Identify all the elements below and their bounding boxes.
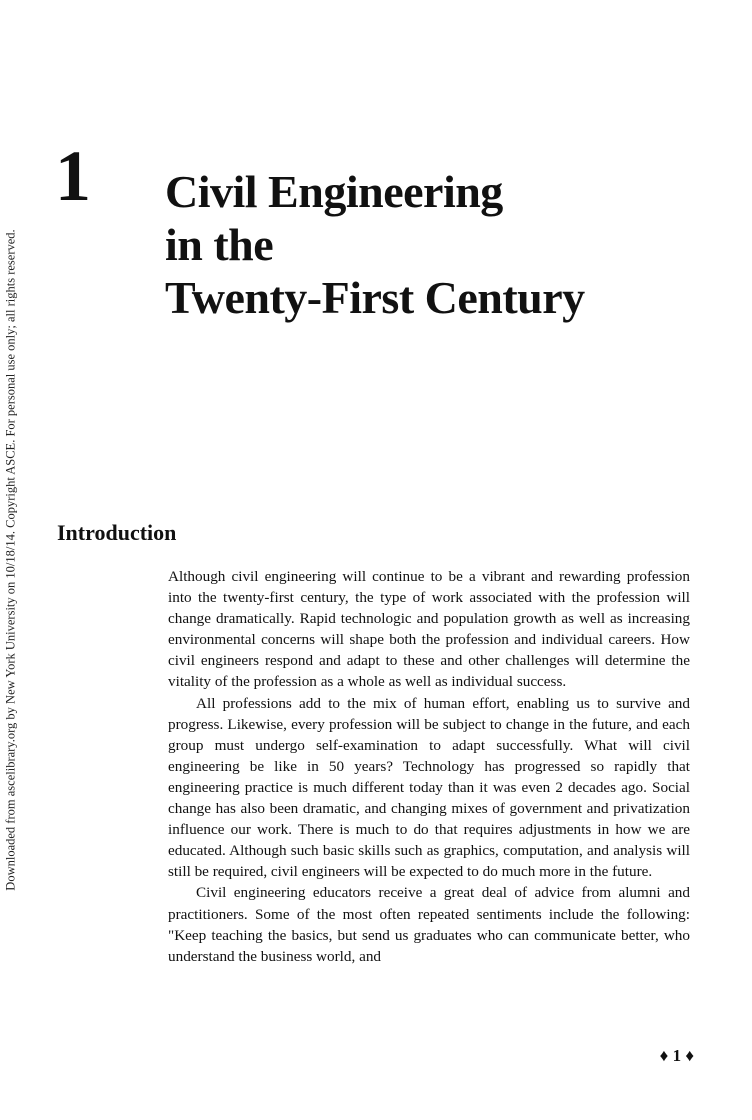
chapter-title-line: in the (165, 219, 274, 270)
page-number: ♦ 1 ♦ (659, 1046, 694, 1065)
chapter-title-line: Civil Engineering (165, 166, 503, 217)
section-heading: Introduction (57, 520, 177, 545)
chapter-number: 1 (55, 136, 91, 216)
paragraph: All professions add to the mix of human effort, enabling us to survive and progress. Likewise, every profession will be subject to change in the future, and each group must undergo self-examination to adapt successfully. What will civil engineering be like in 50 years? Technology has progressed so rapidly that engineering practice is much different today than it was even 2 decades ago. Social change has also been dramatic, and changing mixes of government and privatization influence our work. There is much to do that requires adjustments in how we are educated. Although such basic skills such as graphics, computation, and analysis will still be required, civil engineers will be expected to do much more in the future. (168, 694, 690, 881)
body-text (168, 566, 690, 967)
paragraph: Civil engineering educators receive a great deal of advice from alumni and practitioners. Some of the most often repeated sentiments include the following: "Keep teaching the basics, but send us graduates who can communicate better, who understand the business world, and (168, 884, 690, 965)
chapter-title-line: Twenty-First Century (165, 272, 585, 323)
paragraph: Although civil engineering will continue to be a vibrant and rewarding profession into the twenty-first century, the type of work associated with the profession will change dramatically. Rapid technologic and population growth as well as increasing environmental concerns will shape both the profession and individual careers. How civil engineers respond and adapt to these and other challenges will determine the vitality of the profession as a whole as well as individual success. (168, 568, 690, 691)
copyright-side-note-text: Downloaded from ascelibrary.org by New York University on 10/18/14. Copyright ASCE. For personal use only; all rights reserved. (3, 229, 18, 891)
chapter-title (165, 165, 725, 324)
